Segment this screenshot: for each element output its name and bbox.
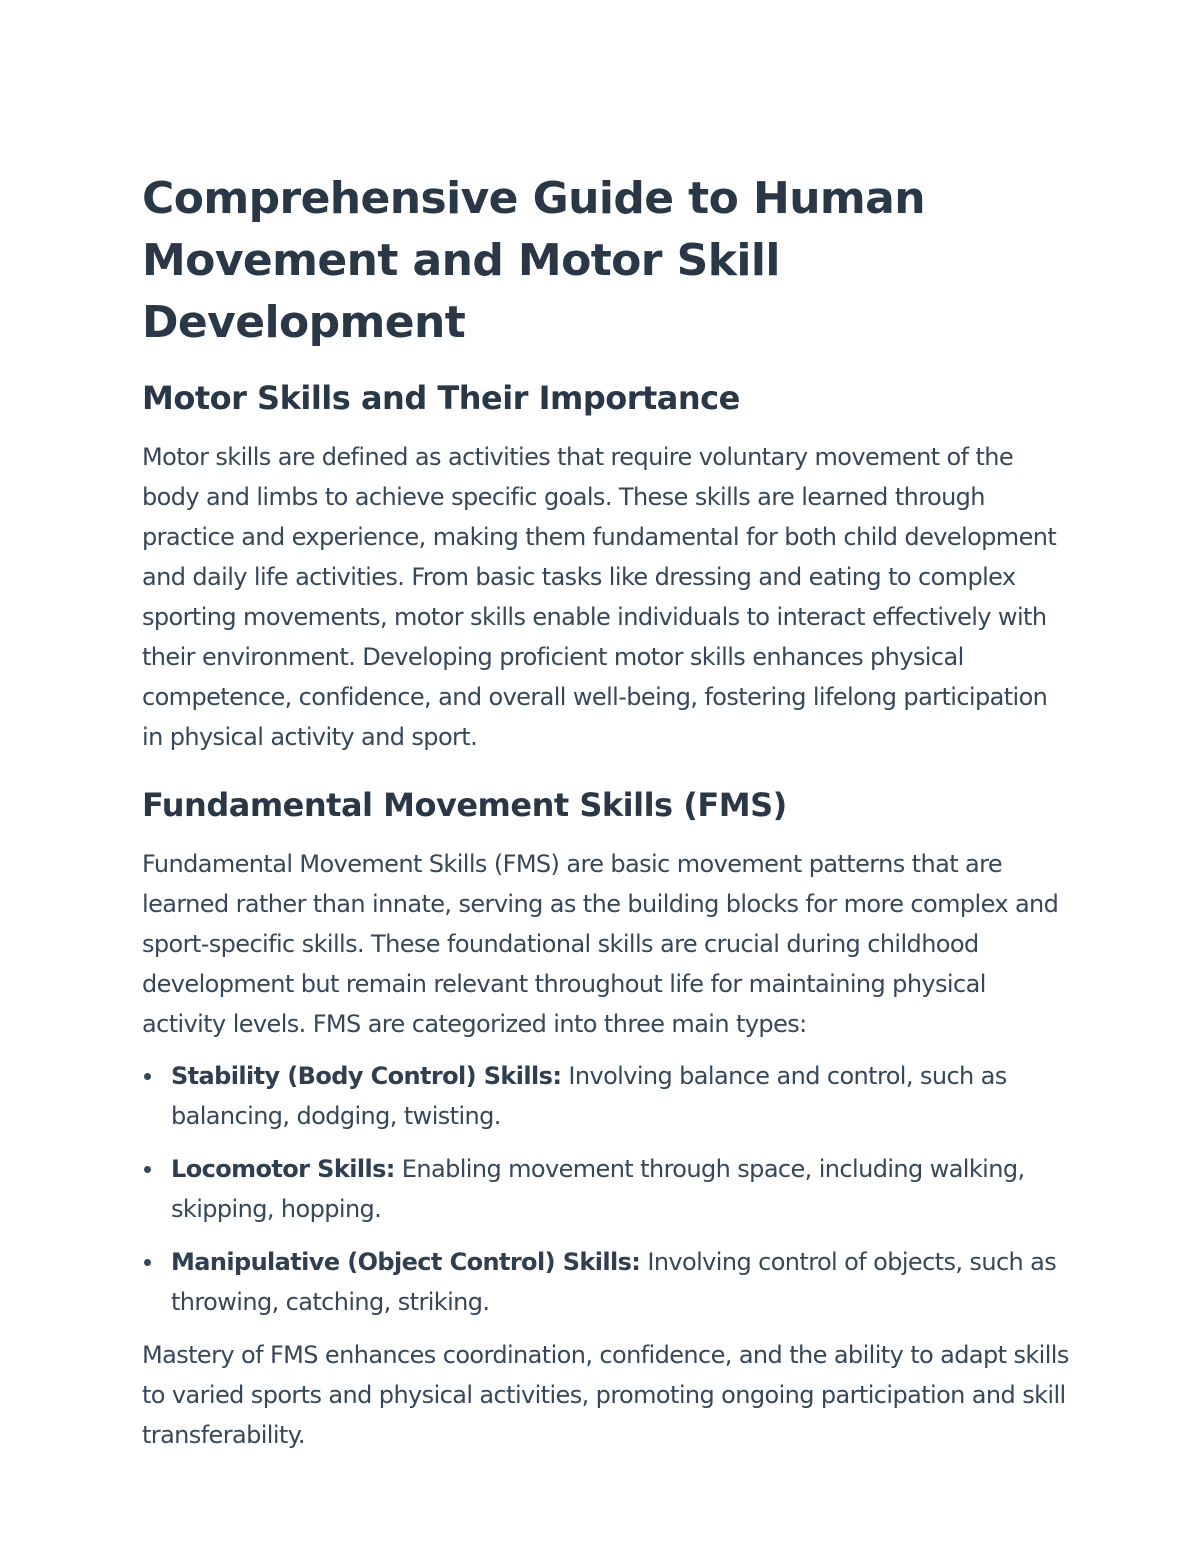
list-item-text: Involving control of objects, such as throwing, catching, striking.	[171, 1248, 1057, 1316]
document-page	[142, 168, 1072, 1455]
section-heading-motor-skills: Motor Skills and Their Importance	[142, 379, 740, 417]
section-closing-fms: Mastery of FMS enhances coordination, confidence, and the ability to adapt skills to varied sports and physical activities, promoting ongoing participation and skill transferability.	[142, 1341, 1069, 1449]
section-paragraph-motor-skills: Motor skills are defined as activities that require voluntary movement of the body and limbs to achieve specific goals. These skills are learned through practice and experience, making them fundamental for both child development and daily life activities. From basic tasks like dressing and eating to complex sporting movements, motor skills enable individuals to interact effectively with their environment. Developing proficient motor skills enhances physical competence, confidence, and overall well-being, fostering lifelong participation in physical activity and sport.	[142, 443, 1057, 751]
list-item-term: Stability (Body Control) Skills:	[171, 1062, 562, 1090]
list-item	[142, 1056, 1072, 1136]
list-item-text: Involving balance and control, such as balancing, dodging, twisting.	[171, 1062, 1007, 1130]
list-item-term: Manipulative (Object Control) Skills:	[171, 1248, 641, 1276]
section-paragraph-fms: Fundamental Movement Skills (FMS) are basic movement patterns that are learned rather than innate, serving as the building blocks for more complex and sport-specific skills. These foundational skills are crucial during childhood development but remain relevant throughout life for maintaining physical activity levels. FMS are categorized into three main types:	[142, 850, 1059, 1038]
bullet-icon	[144, 1073, 151, 1080]
document-title: Comprehensive Guide to Human Movement and Motor Skill Development	[142, 173, 925, 348]
list-item-term: Locomotor Skills:	[171, 1155, 395, 1183]
bullet-icon	[144, 1259, 151, 1266]
list-item	[142, 1242, 1072, 1322]
list-item	[142, 1149, 1072, 1229]
list-item-text: Enabling movement through space, including walking, skipping, hopping.	[171, 1155, 1025, 1223]
bullet-icon	[144, 1166, 151, 1173]
section-heading-fms: Fundamental Movement Skills (FMS)	[142, 786, 787, 824]
fms-types-list	[142, 1056, 1072, 1322]
